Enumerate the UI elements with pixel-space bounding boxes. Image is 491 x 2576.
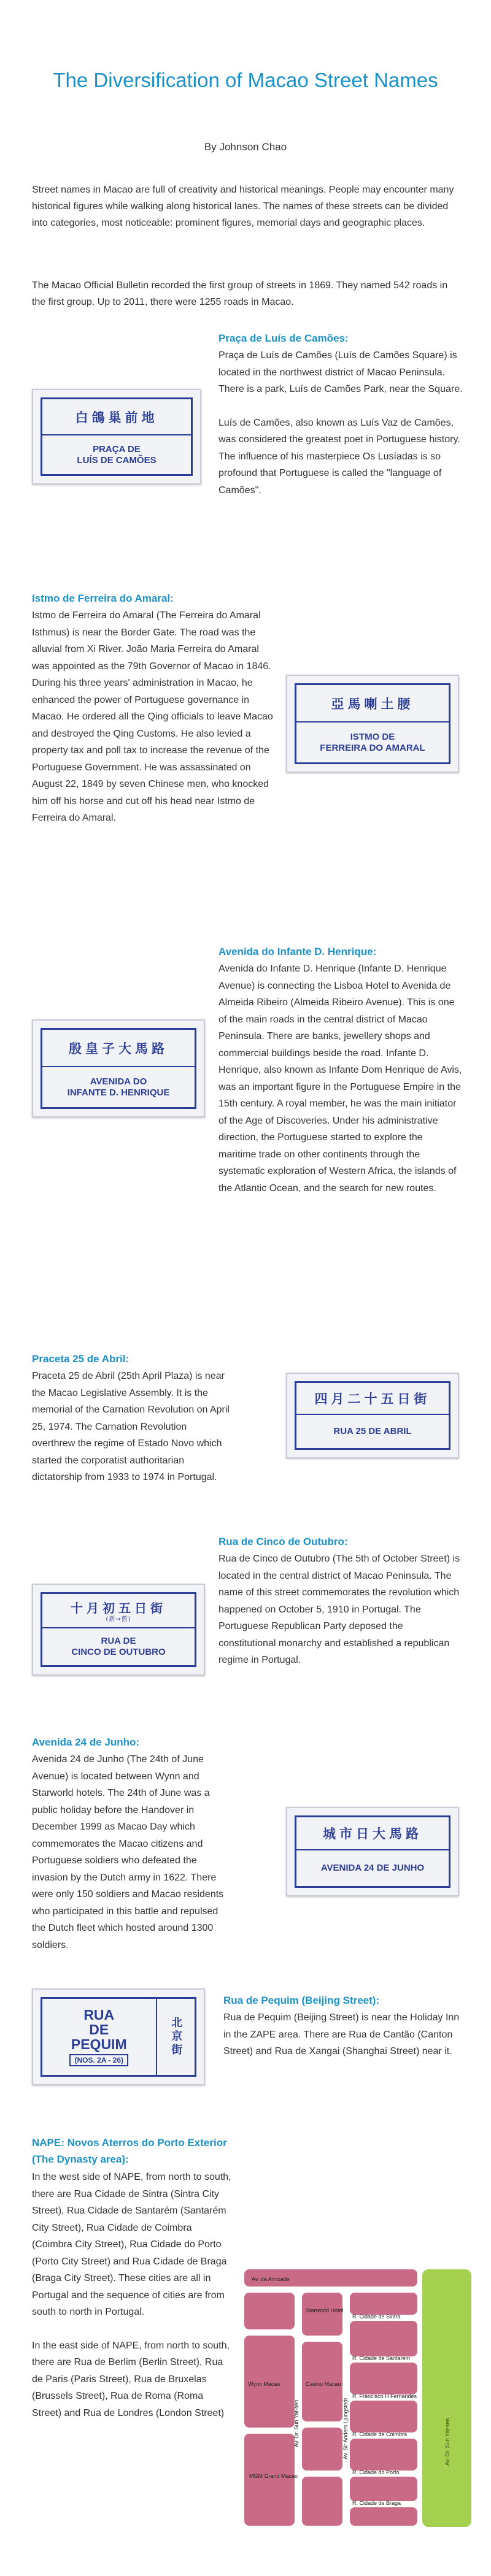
map-label-side: Av. Sir Anders Ljungstedt — [342, 2398, 349, 2459]
article-author: By Johnson Chao — [204, 141, 287, 153]
map-label-coast: Av. Dr. Sun Yat-sen — [293, 2399, 300, 2447]
section-paragraph: Praceta 25 de Abril (25th April Plaza) is near the Macao Legislative Assembly. It is the memorial of the Carnation Revolution on April 25, 1974. The Carnation Revolution overthrew the regime of Estado Novo which started the corporatist authoritarian dictatorship from 1933 to 1974 in Portugal. — [32, 1371, 230, 1482]
map-block — [244, 2434, 295, 2526]
section-paragraph: Istmo de Ferreira do Amaral (The Ferreira do Amaral Isthmus) is near the Border Gate. The road was the alluvial from Xi River. João Maria Ferreira do Amaral was appointed as the 79th Governor of Macao in 1846. During his three years' administration in Macao, he enhanced the power of Portuguese governance in Macao. He ordered all the Qing officials to leave Macao and destroyed the Qing Customs. He also levied a property tax and poll tax to increase the revenue of the Portuguese Government. He was assassinated on August 22, 1849 by seven Chinese men, who knocked him off his horse and cut off his head near Istmo de Ferreira do Amaral. — [32, 610, 273, 823]
street-sign-amaral — [286, 675, 459, 773]
map-block — [244, 2293, 295, 2329]
map-block — [350, 2477, 417, 2501]
map-label-francisco: R. Francisco H Fernandes — [352, 2393, 417, 2399]
article-title: The Diversification of Macao Street Names — [53, 69, 438, 91]
section-body — [32, 607, 276, 843]
sign-portuguese-text: RUA 25 DE ABRIL — [333, 1425, 412, 1436]
map-label-mgm: MGM Grand Macao — [249, 2473, 298, 2479]
map-block — [350, 2401, 417, 2432]
map-label-kennedy: Av. Dr. Sun Yat-sen — [444, 2418, 450, 2466]
map-label-casino: Casino Macau — [306, 2381, 341, 2387]
sign-chinese-block — [42, 1594, 195, 1628]
section-body — [32, 1368, 232, 1503]
section-title: Avenida do Infante D. Henrique: — [218, 946, 377, 957]
map-label-sintra: R. Cidade de Sintra — [352, 2313, 401, 2320]
sign-chinese-text: 白鴿巢前地 — [42, 399, 191, 435]
map-label-wynn: Wynn Macao — [248, 2381, 280, 2387]
street-sign-outubro — [32, 1584, 205, 1676]
sign-chinese-small-text: (新→舊) — [106, 1616, 131, 1623]
section-body — [223, 2009, 466, 2077]
map-block — [302, 2428, 342, 2471]
map-label-porto: R. Cidade do Porto — [352, 2469, 400, 2475]
section-paragraph: Avenida do Infante D. Henrique (Infante D. Henrique Avenue) is connecting the Lisboa Hotel to Avenida de Almeida Ribeiro (Almeida Ribeiro Avenue). This is one of the main roads in the central district of Macao Peninsula. There are banks, jewellery shops and commercial buildings beside the road. Infante D. Henrique, also known as Infante Dom Henrique de Avis, was an important figure in the Portuguese Empire in the 15th century. A royal member, he was the main initiator of the Age of Discoveries. Under his administrative direction, the Portuguese started to explore the maritime trade on other continents through the systematic exploration of Western Africa, the islands of the Atlantic Ocean, and the search for new routes. — [218, 964, 462, 1194]
section-body — [32, 1751, 232, 1970]
sign-chinese-text: 城市日大馬路 — [296, 1817, 449, 1850]
map-label-braga: R. Cidade de Braga — [352, 2500, 401, 2506]
sign-portuguese-text: PRAÇA DE LUÍS DE CAMÕES — [77, 443, 157, 466]
sign-numbers: (NOS. 2A - 26) — [69, 2054, 128, 2066]
map-label-santarem: R. Cidade de Santarém — [352, 2355, 411, 2361]
section-title: Praça de Luís de Camões: — [218, 332, 349, 344]
section-paragraph: In the west side of NAPE, from north to south, there are Rua Cidade de Sintra (Sintra City Street), Rua Cidade de Santarém (Santarém City Street), Rua Cidade de Coimbra (Coimbra City Street), Rua Cidade do Porto (Porto City Street) and Rua Cidade de Braga (Braga City Street). These cities are all in Portugal and the sequence of cities are from south to north in Portugal. — [32, 2172, 231, 2317]
sign-portuguese-text: AVENIDA DO INFANTE D. HENRIQUE — [67, 1076, 170, 1098]
map-label-coimbra: R. Cidade de Coimbra — [352, 2431, 408, 2437]
intro-paragraph: Street names in Macao are full of creativity and historical meanings. People may encounter many historical figures while walking along historical lanes. The names of these streets can be divided into categories, most noticeable: prominent figures, memorial days and geographic places. — [32, 185, 454, 228]
section-title: Rua de Cinco de Outubro: — [218, 1536, 348, 1547]
section-body — [32, 2169, 234, 2438]
section-body — [218, 960, 463, 1213]
map-block — [350, 2293, 417, 2315]
sign-chinese-text: 十月初五日街 — [71, 1600, 166, 1616]
street-sign-henrique — [32, 1019, 205, 1117]
section-paragraph: Rua de Cinco de Outubro (The 5th of October Street) is located in the central district of Macao Peninsula. The name of this street commemorates the revolution which happened on October 5, 1910 in Portugal. The Portuguese Republican Party deposed the constitutional monarchy and established a republican regime in Portugal. — [218, 1554, 460, 1665]
sign-chinese-text: 亞馬喇土腰 — [296, 685, 449, 723]
section-paragraph: Rua de Pequim (Beijing Street) is near the Holiday Inn in the ZAPE area. There are Rua de Cantão (Canton Street) and Rua de Xangai (Shanghai Street) near it. — [223, 2012, 460, 2057]
map-block — [350, 2363, 417, 2394]
street-sign-abril — [286, 1373, 459, 1459]
map-park — [422, 2269, 471, 2527]
map-block — [350, 2439, 417, 2471]
section-title: Rua de Pequim (Beijing Street): — [223, 1995, 380, 2006]
map-block — [350, 2321, 417, 2356]
sign-portuguese-block — [42, 1999, 157, 2075]
sign-portuguese-text: AVENIDA 24 DE JUNHO — [320, 1863, 425, 1874]
intro-paragraph: The Macao Official Bulletin recorded the first group of streets in 1869. They named 542 roads in the first group. Up to 2011, there were 1255 roads in Macao. — [32, 280, 448, 307]
map-block — [302, 2293, 342, 2336]
section-title: Praceta 25 de Abril: — [32, 1353, 130, 1365]
section-paragraph: Avenida 24 de Junho (The 24th of June Avenue) is located between Wynn and Starworld hotels. The 24th of June was a public holiday before the Handover in December 1999 as Macao Day which commemorates the Macao citizens and Portuguese soldiers who defeated the invasion by the Dutch army in 1622. There were only 150 soldiers and Macao residents who participated in this battle and repulsed the Dutch fleet which hosted around 1300 soldiers. — [32, 1754, 224, 1950]
section-paragraph: In the east side of NAPE, from north to south, there are Rua de Berlim (Berlin Street), Rua de Paris (Paris Street), Rua de Bruxelas (Brussels Street), Rua de Roma (Roma Street) and Rua de Londres (London Street) — [32, 2340, 230, 2418]
street-sign-junho — [286, 1807, 459, 1896]
sign-chinese-text: 四月二十五日街 — [296, 1383, 449, 1415]
section-paragraph: Praça de Luís de Camões (Luís de Camões Square) is located in the northwest district of Macao Peninsula. There is a park, Luís de Camões Park, near the Square. — [218, 350, 463, 394]
nape-map-graphic — [238, 2263, 479, 2533]
map-block — [302, 2477, 342, 2526]
sign-portuguese-text: RUA DE PEQUIM — [71, 2007, 127, 2052]
map-block — [350, 2507, 417, 2526]
sign-portuguese-text: ISTMO DE FERREIRA DO AMARAL — [320, 731, 425, 753]
section-title: Istmo de Ferreira do Amaral: — [32, 592, 174, 604]
section-title: NAPE: Novos Aterros do Porto Exterior (The Dynasty area): — [32, 2137, 227, 2165]
section-body — [218, 1551, 463, 1685]
sign-chinese-text: 北京街 — [169, 2017, 183, 2057]
map-label-starworld: Starworld Hotel — [306, 2307, 344, 2313]
map-label-amizade: Av. da Amizade — [252, 2276, 290, 2282]
sign-portuguese-text: RUA DE CINCO DE OUTUBRO — [71, 1636, 166, 1658]
section-paragraph: Luís de Camões, also known as Luís Vaz de Camões, was considered the greatest poet in Portuguese history. The influence of his masterpiece Os Lusíadas is so profound that Portuguese is called the "language of Camões". — [218, 417, 460, 496]
sign-chinese-text: 殷皇子大馬路 — [42, 1030, 195, 1067]
nape-map — [238, 2263, 479, 2533]
street-sign-pequim — [32, 1988, 205, 2085]
section-title: Avenida 24 de Junho: — [32, 1736, 140, 1748]
section-body — [218, 347, 463, 515]
street-sign-camoes — [32, 389, 201, 485]
